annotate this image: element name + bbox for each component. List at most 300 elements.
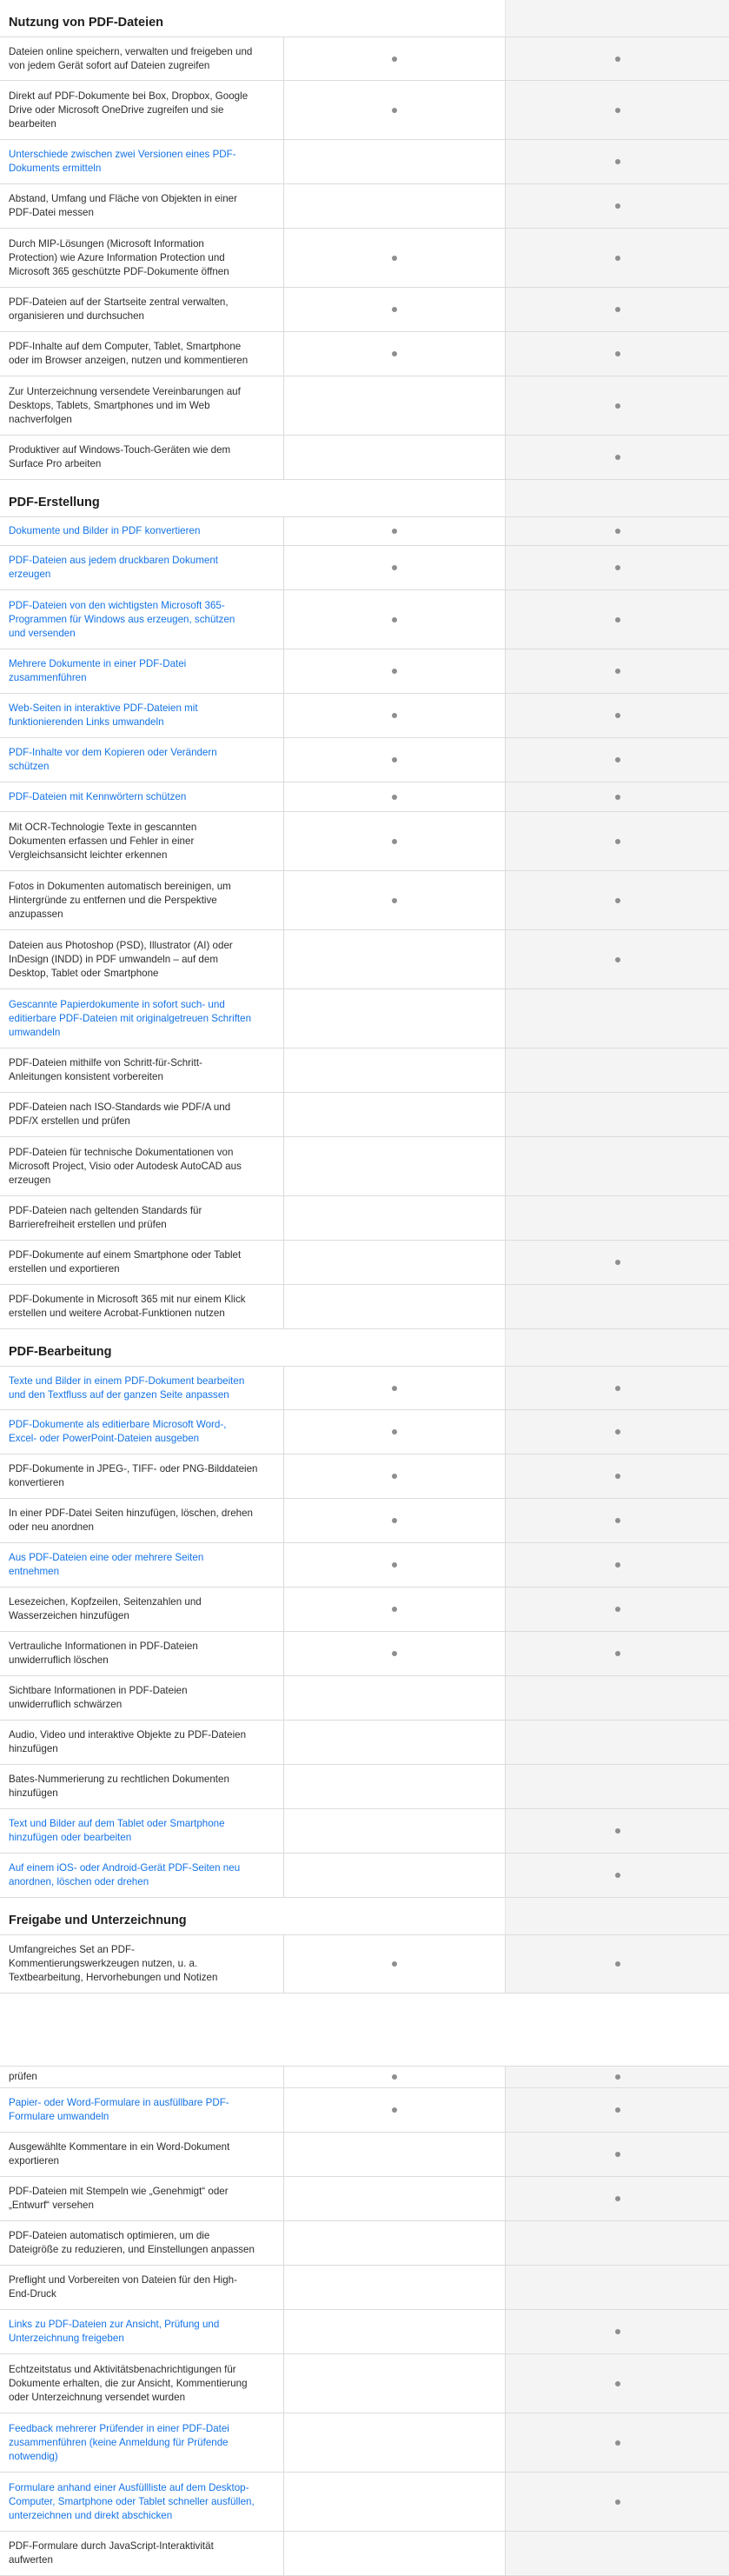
feature-label <box>9 1721 269 1764</box>
feature-label-line: Bates-Nummerierung zu rechtlichen Dokumenten <box>9 1774 229 1785</box>
dot-icon <box>392 669 397 674</box>
dot-icon <box>392 1518 397 1523</box>
dot-icon <box>615 529 620 534</box>
feature-row[interactable] <box>0 516 729 546</box>
feature-label-line: Protection) wie Azure Information Protection und <box>9 251 225 263</box>
plan-column-2-cell <box>505 1632 729 1675</box>
plan-column-2-cell <box>505 1454 729 1498</box>
feature-link[interactable] <box>9 140 269 183</box>
feature-label <box>9 2067 269 2087</box>
feature-label <box>9 1048 269 1092</box>
plan-column-1-cell <box>283 1454 505 1498</box>
plan-column-2-cell <box>505 332 729 376</box>
feature-label <box>9 2221 269 2265</box>
plan-column-2-cell <box>505 590 729 649</box>
feature-label-line[interactable]: Auf einem iOS- oder Android-Gerät PDF-Seiten neu <box>9 1862 241 1874</box>
feature-label <box>9 2532 269 2575</box>
plan-column-1-cell <box>283 930 505 988</box>
feature-label <box>9 288 269 331</box>
feature-row <box>0 930 729 989</box>
feature-label-line: Dateigröße zu reduzieren, und Einstellungen anpassen <box>9 2244 255 2255</box>
plan-column-1-cell <box>283 1935 505 1993</box>
plan-column-2-cell <box>505 1410 729 1454</box>
feature-row <box>0 37 729 81</box>
plan-column-2-cell <box>505 1285 729 1328</box>
feature-label-line[interactable]: PDF-Dateien mit Kennwörtern schützen <box>9 790 187 802</box>
feature-label-line: hinzufügen <box>9 1787 58 1799</box>
dot-icon <box>392 1429 397 1434</box>
feature-row[interactable] <box>0 546 729 590</box>
feature-row <box>0 229 729 288</box>
feature-label-line: PDF-Inhalte auf dem Computer, Tablet, Smartphone <box>9 341 242 352</box>
plan-column-1-cell <box>283 2532 505 2575</box>
plan-column-1-cell <box>283 37 505 80</box>
feature-link[interactable] <box>9 517 269 545</box>
feature-label-line: Vergleichsansicht leichter erkennen <box>9 849 168 861</box>
feature-label-line: PDF-Dateien nach ISO-Standards wie PDF/A und <box>9 1102 231 1113</box>
feature-row[interactable] <box>0 1543 729 1588</box>
plan-column-1-cell <box>283 590 505 649</box>
plan-column-1-cell <box>283 1809 505 1853</box>
feature-row <box>0 332 729 376</box>
feature-link[interactable] <box>9 2413 269 2472</box>
feature-label-line: Barrierefreiheit erstellen und prüfen <box>9 1219 167 1230</box>
dot-icon <box>392 307 397 312</box>
plan-column-1-cell <box>283 1854 505 1897</box>
plan-column-1-cell <box>283 649 505 693</box>
feature-label-line: Vertrauliche Informationen in PDF-Dateien <box>9 1641 198 1652</box>
feature-label-line: PDF-Formulare durch JavaScript-Interaktivität <box>9 2540 214 2552</box>
plan-column-2-cell <box>505 1543 729 1587</box>
plan-column-1-cell <box>283 229 505 287</box>
dot-icon <box>392 1961 397 1967</box>
dot-icon <box>392 1607 397 1612</box>
plan-column-1-cell <box>283 1632 505 1675</box>
plan-column-2-cell <box>505 1935 729 1993</box>
feature-label <box>9 1499 269 1542</box>
plan-column-2-cell <box>505 436 729 479</box>
dot-icon <box>615 1651 620 1656</box>
plan-column-2-cell <box>505 1765 729 1808</box>
feature-row <box>0 1588 729 1632</box>
feature-label-line[interactable]: Gescannte Papierdokumente in sofort such- und <box>9 998 225 1010</box>
plan-column-1-cell <box>283 1721 505 1764</box>
feature-link[interactable] <box>9 2310 269 2353</box>
dot-icon <box>615 1607 620 1612</box>
feature-row <box>0 1934 729 1994</box>
dot-icon <box>392 1651 397 1656</box>
feature-label-line[interactable]: Web-Seiten in interaktive PDF-Dateien mit <box>9 702 198 714</box>
feature-label-line[interactable]: und den Textfluss auf der ganzen Seite anpassen <box>9 1388 229 1401</box>
plan-column-2-cell <box>505 1048 729 1092</box>
dot-icon <box>615 108 620 113</box>
dot-icon <box>615 2329 620 2334</box>
plan-column-1-cell <box>283 332 505 376</box>
feature-row <box>0 1196 729 1241</box>
plan-column-1-cell <box>283 2177 505 2220</box>
feature-link[interactable] <box>9 1854 269 1897</box>
plan-column-2-cell <box>505 1721 729 1764</box>
plan-column-2-cell <box>505 2532 729 2575</box>
feature-label-line[interactable]: Links zu PDF-Dateien zur Ansicht, Prüfung und <box>9 2319 220 2330</box>
dot-icon <box>615 1260 620 1265</box>
feature-label <box>9 871 269 929</box>
plan-column-2-cell <box>505 812 729 870</box>
plan-column-1-cell <box>283 2473 505 2531</box>
section-title: PDF-Erstellung <box>9 496 100 509</box>
feature-label-line: Durch MIP-Lösungen (Microsoft Information <box>9 237 204 250</box>
feature-label <box>9 1093 269 1136</box>
feature-link[interactable] <box>9 782 269 811</box>
plan-column-1-cell <box>283 2133 505 2176</box>
feature-link[interactable] <box>9 1367 269 1409</box>
dot-icon <box>615 713 620 718</box>
section-rows <box>0 2066 729 2576</box>
feature-label-line[interactable]: Formulare umwandeln <box>9 2111 109 2122</box>
feature-label-line: Dateien online speichern, verwalten und freigeben und <box>9 45 253 57</box>
dot-icon <box>392 57 397 62</box>
section-header-freigabe-und-unterzeichnung <box>0 1898 729 1934</box>
feature-row <box>0 812 729 871</box>
feature-label-line: Fotos in Dokumenten automatisch bereinigen, um <box>9 880 231 892</box>
plan-column-2-cell <box>505 1367 729 1409</box>
feature-label <box>9 1765 269 1808</box>
feature-label-line: von jedem Gerät sofort auf Dateien zugreifen <box>9 59 210 71</box>
feature-label <box>9 1285 269 1328</box>
feature-label-line: prüfen <box>9 2071 37 2082</box>
feature-row[interactable] <box>0 2310 729 2354</box>
feature-label-line: Direkt auf PDF-Dokumente bei Box, Dropbox, Google <box>9 90 249 102</box>
feature-label-line: Dokumenten erfassen und Fehler in einer <box>9 835 195 847</box>
plan-column-2-header <box>505 0 729 37</box>
feature-row[interactable] <box>0 782 729 812</box>
feature-label-line: bearbeiten <box>9 117 56 130</box>
feature-label-line: nachverfolgen <box>9 413 72 425</box>
feature-link[interactable] <box>9 546 269 589</box>
feature-label-line[interactable]: PDF-Inhalte vor dem Kopieren oder Verändern <box>9 747 217 758</box>
plan-column-1-cell <box>283 2088 505 2132</box>
plan-column-1-header <box>283 1898 505 1934</box>
feature-label-line: hinzufügen <box>9 1743 58 1754</box>
dot-icon <box>392 1474 397 1479</box>
plan-column-2-cell <box>505 2221 729 2265</box>
feature-label <box>9 436 269 479</box>
plan-column-2-cell <box>505 1854 729 1897</box>
plan-column-1-cell <box>283 1285 505 1328</box>
dot-icon <box>615 1961 620 1967</box>
feature-label-line: Audio, Video und interaktive Objekte zu PDF-Dateien <box>9 1729 247 1741</box>
feature-row[interactable] <box>0 1809 729 1854</box>
feature-label-line[interactable]: unterzeichnen und direkt abschicken <box>9 2509 173 2521</box>
dot-icon <box>615 159 620 164</box>
dot-icon <box>615 1386 620 1391</box>
feature-label <box>9 1241 269 1284</box>
feature-row[interactable] <box>0 590 729 649</box>
dot-icon <box>392 795 397 800</box>
plan-column-1-cell <box>283 1765 505 1808</box>
feature-label-line[interactable]: editierbare PDF-Dateien mit originalgetreuen Schriften <box>9 1012 252 1024</box>
feature-label <box>9 1588 269 1631</box>
plan-column-1-cell <box>283 1588 505 1631</box>
feature-label-line[interactable]: Text und Bilder auf dem Tablet oder Smartphone <box>9 1818 225 1829</box>
feature-row[interactable] <box>0 989 729 1048</box>
feature-label-line: PDF-Dateien mit Stempeln wie „Genehmigt“ oder <box>9 2186 229 2197</box>
dot-icon <box>615 2152 620 2157</box>
feature-label-line: Microsoft Project, Visio oder Autodesk AutoCAD aus <box>9 1160 242 1172</box>
feature-row <box>0 2221 729 2266</box>
feature-label-line: Drive oder Microsoft OneDrive zugreifen und sie <box>9 103 224 116</box>
plan-column-1-cell <box>283 871 505 929</box>
plan-column-2-cell <box>505 1093 729 1136</box>
feature-label <box>9 2354 269 2413</box>
plan-column-1-cell <box>283 738 505 782</box>
feature-label-line: PDF-Dateien für technische Dokumentationen von <box>9 1146 234 1158</box>
plan-column-2-cell <box>505 37 729 80</box>
feature-label-line: PDF-Dateien mithilfe von Schritt-für-Schritt- <box>9 1057 202 1068</box>
plan-column-1-cell <box>283 436 505 479</box>
feature-label-line[interactable]: Computer, Smartphone oder Tablet schneller ausfüllen, <box>9 2495 255 2507</box>
feature-label-line: Echtzeitstatus und Aktivitätsbenachrichtigungen für <box>9 2363 236 2375</box>
feature-label-line[interactable]: Formulare anhand einer Ausfüllliste auf dem Desktop- <box>9 2481 249 2493</box>
plan-column-2-cell <box>505 184 729 228</box>
plan-column-1-header <box>283 1329 505 1366</box>
dot-icon <box>615 307 620 312</box>
section-rows <box>0 516 729 1329</box>
feature-label-line[interactable]: Excel- oder PowerPoint-Dateien ausgeben <box>9 1433 200 1444</box>
feature-label-line: Abstand, Umfang und Fläche von Objekten in einer <box>9 193 237 204</box>
dot-icon <box>615 1474 620 1479</box>
plan-column-2-cell <box>505 649 729 693</box>
feature-label-line: PDF/X erstellen und prüfen <box>9 1115 130 1127</box>
feature-label-line[interactable]: PDF-Dokumente als editierbare Microsoft Word-, <box>9 1419 227 1430</box>
plan-column-2-header <box>505 480 729 516</box>
feature-label-line: InDesign (INDD) in PDF umwandeln – auf dem <box>9 953 218 965</box>
plan-column-1-cell <box>283 812 505 870</box>
feature-row <box>0 1721 729 1765</box>
feature-row <box>0 2177 729 2221</box>
feature-row[interactable] <box>0 649 729 694</box>
feature-label <box>9 332 269 376</box>
feature-comparison-table-continued <box>0 2066 729 2576</box>
feature-row <box>0 1285 729 1329</box>
plan-column-2-cell <box>505 140 729 183</box>
feature-link[interactable] <box>9 1809 269 1853</box>
feature-row <box>0 871 729 930</box>
feature-label-line[interactable]: Programmen für Windows aus erzeugen, schützen <box>9 613 235 625</box>
feature-label-line[interactable]: notwendig) <box>9 2450 58 2462</box>
feature-row <box>0 288 729 332</box>
section-rows <box>0 37 729 480</box>
dot-icon <box>392 1562 397 1568</box>
feature-row[interactable] <box>0 2473 729 2532</box>
plan-column-1-header <box>283 0 505 37</box>
feature-label-line[interactable]: anordnen, löschen oder drehen <box>9 1876 149 1887</box>
dot-icon <box>615 1518 620 1523</box>
plan-column-2-cell <box>505 871 729 929</box>
plan-column-1-cell <box>283 2266 505 2309</box>
plan-column-1-cell <box>283 1410 505 1454</box>
feature-label-line[interactable]: hinzufügen oder bearbeiten <box>9 1832 132 1843</box>
feature-label-line: Sichtbare Informationen in PDF-Dateien <box>9 1685 188 1696</box>
feature-label-line[interactable]: zusammenführen <box>9 672 87 683</box>
feature-row <box>0 2266 729 2310</box>
feature-row <box>0 1765 729 1809</box>
plan-column-1-cell <box>283 1367 505 1409</box>
plan-column-1-cell <box>283 2413 505 2472</box>
feature-row[interactable] <box>0 2088 729 2133</box>
feature-label-line: oder im Browser anzeigen, nutzen und kommentieren <box>9 355 249 366</box>
plan-column-2-cell <box>505 989 729 1048</box>
plan-column-2-cell <box>505 2177 729 2220</box>
feature-row <box>0 1454 729 1499</box>
dot-icon <box>615 351 620 356</box>
plan-column-2-cell <box>505 782 729 811</box>
feature-label-line[interactable]: Papier- oder Word-Formulare in ausfüllbare PDF- <box>9 2097 229 2108</box>
plan-column-2-cell <box>505 2067 729 2087</box>
feature-row[interactable] <box>0 1366 729 1410</box>
feature-link[interactable] <box>9 649 269 693</box>
plan-column-1-cell <box>283 2310 505 2353</box>
feature-row[interactable] <box>0 1410 729 1454</box>
feature-row[interactable] <box>0 738 729 782</box>
feature-label-line[interactable]: Aus PDF-Dateien eine oder mehrere Seiten <box>9 1552 204 1563</box>
dot-icon <box>392 1386 397 1391</box>
feature-link[interactable] <box>9 590 269 649</box>
plan-column-1-cell <box>283 546 505 589</box>
feature-label-line: exportieren <box>9 2155 60 2167</box>
feature-label-line: PDF-Dokumente in JPEG-, TIFF- oder PNG-Bilddateien <box>9 1463 258 1474</box>
feature-label-line[interactable]: Dokuments ermitteln <box>9 163 102 174</box>
feature-label-line[interactable]: Texte und Bilder in einem PDF-Dokument bearbeiten <box>9 1375 245 1387</box>
dot-icon <box>392 898 397 903</box>
plan-column-2-cell <box>505 930 729 988</box>
feature-label <box>9 1454 269 1498</box>
dot-icon <box>615 617 620 622</box>
feature-label <box>9 37 269 80</box>
feature-label-line: oder neu anordnen <box>9 1521 94 1533</box>
feature-label-line[interactable]: umwandeln <box>9 1026 61 1038</box>
feature-row <box>0 184 729 229</box>
dot-icon <box>615 2196 620 2201</box>
plan-column-2-cell <box>505 694 729 737</box>
feature-label-line[interactable]: PDF-Dateien aus jedem druckbaren Dokument <box>9 555 219 566</box>
feature-row <box>0 1676 729 1721</box>
feature-label-line: Dateien aus Photoshop (PSD), Illustrator (AI) oder <box>9 939 233 951</box>
plan-column-2-cell <box>505 229 729 287</box>
feature-row <box>0 1632 729 1676</box>
feature-label-line: anzupassen <box>9 908 63 920</box>
dot-icon <box>615 1873 620 1878</box>
feature-label-line: In einer PDF-Datei Seiten hinzufügen, löschen, drehen <box>9 1508 253 1519</box>
dot-icon <box>392 617 397 622</box>
feature-row <box>0 1048 729 1093</box>
feature-label-line: konvertieren <box>9 1477 64 1488</box>
feature-label-line: Mit OCR-Technologie Texte in gescannten <box>9 821 197 833</box>
dot-icon <box>392 2107 397 2113</box>
plan-column-1-cell <box>283 184 505 228</box>
feature-link[interactable] <box>9 1543 269 1587</box>
feature-link[interactable] <box>9 738 269 782</box>
feature-label <box>9 2133 269 2176</box>
feature-label-line[interactable]: schützen <box>9 761 50 772</box>
plan-column-2-cell <box>505 1588 729 1631</box>
feature-label-line: Produktiver auf Windows-Touch-Geräten wie dem <box>9 444 231 456</box>
plan-column-1-cell <box>283 2354 505 2413</box>
plan-column-1-cell <box>283 81 505 139</box>
feature-link[interactable] <box>9 2088 269 2132</box>
feature-link[interactable] <box>9 1410 269 1454</box>
feature-row <box>0 376 729 436</box>
feature-label-line: Desktops, Tablets, Smartphones und im Web <box>9 399 210 411</box>
plan-column-2-cell <box>505 738 729 782</box>
plan-column-2-cell <box>505 517 729 545</box>
plan-column-1-cell <box>283 1093 505 1136</box>
plan-column-2-cell <box>505 1241 729 1284</box>
plan-column-1-cell <box>283 2067 505 2087</box>
plan-column-2-cell <box>505 376 729 435</box>
feature-label <box>9 2177 269 2220</box>
feature-label-line[interactable]: Feedback mehrerer Prüfender in einer PDF-Datei <box>9 2422 229 2434</box>
feature-label-line: Hintergründe zu entfernen und die Perspektive <box>9 894 217 906</box>
feature-row[interactable] <box>0 2413 729 2473</box>
feature-label-line[interactable]: PDF-Dateien von den wichtigsten Microsoft 365- <box>9 599 225 611</box>
feature-label-line[interactable]: funktionierenden Links umwandeln <box>9 716 164 728</box>
feature-link[interactable] <box>9 694 269 737</box>
feature-label-line: Preflight und Vorbereiten von Dateien für den High- <box>9 2274 237 2286</box>
feature-label-line: PDF-Dokumente auf einem Smartphone oder Tablet <box>9 1249 242 1261</box>
feature-label-line[interactable]: Unterzeichnung freigeben <box>9 2333 124 2344</box>
page-gap <box>0 2012 729 2066</box>
plan-column-1-header <box>283 480 505 516</box>
feature-label-line: Surface Pro arbeiten <box>9 458 102 469</box>
dot-icon <box>615 2107 620 2113</box>
feature-label-line[interactable]: Mehrere Dokumente in einer PDF-Datei <box>9 658 187 669</box>
dot-icon <box>615 57 620 62</box>
feature-label-line: Dokumente erhalten, die zur Ansicht, Kommentierung <box>9 2377 248 2389</box>
feature-label-line: Lesezeichen, Kopfzeilen, Seitenzahlen und <box>9 1596 202 1608</box>
plan-column-2-cell <box>505 81 729 139</box>
dot-icon <box>615 256 620 261</box>
feature-label-line[interactable]: erzeugen <box>9 569 51 580</box>
feature-label-line[interactable]: zusammenführen (keine Anmeldung für Prüfende <box>9 2436 229 2448</box>
plan-column-2-cell <box>505 288 729 331</box>
section-title: Nutzung von PDF-Dateien <box>9 16 164 30</box>
feature-row[interactable] <box>0 140 729 184</box>
plan-column-2-cell <box>505 2473 729 2531</box>
feature-label-line: End-Druck <box>9 2288 56 2300</box>
feature-label <box>9 1676 269 1720</box>
plan-column-2-cell <box>505 1196 729 1240</box>
feature-label-line: Ausgewählte Kommentare in ein Word-Dokument <box>9 2141 230 2153</box>
plan-column-1-cell <box>283 1499 505 1542</box>
dot-icon <box>615 839 620 844</box>
feature-row[interactable] <box>0 694 729 738</box>
feature-link[interactable] <box>9 989 269 1048</box>
plan-column-2-header <box>505 1329 729 1366</box>
feature-label-line[interactable]: entnehmen <box>9 1566 60 1577</box>
feature-label-line[interactable]: Unterschiede zwischen zwei Versionen eines PDF- <box>9 149 236 160</box>
feature-label <box>9 930 269 988</box>
plan-column-1-cell <box>283 288 505 331</box>
feature-row[interactable] <box>0 1854 729 1898</box>
feature-label-line[interactable]: Dokumente und Bilder in PDF konvertieren <box>9 525 201 536</box>
feature-link[interactable] <box>9 2473 269 2531</box>
plan-column-2-cell <box>505 2354 729 2413</box>
feature-label-line[interactable]: und versenden <box>9 627 76 639</box>
dot-icon <box>615 2499 620 2505</box>
feature-row <box>0 1241 729 1285</box>
feature-label-line: PDF-Dokumente in Microsoft 365 mit nur einem Klick <box>9 1294 246 1305</box>
